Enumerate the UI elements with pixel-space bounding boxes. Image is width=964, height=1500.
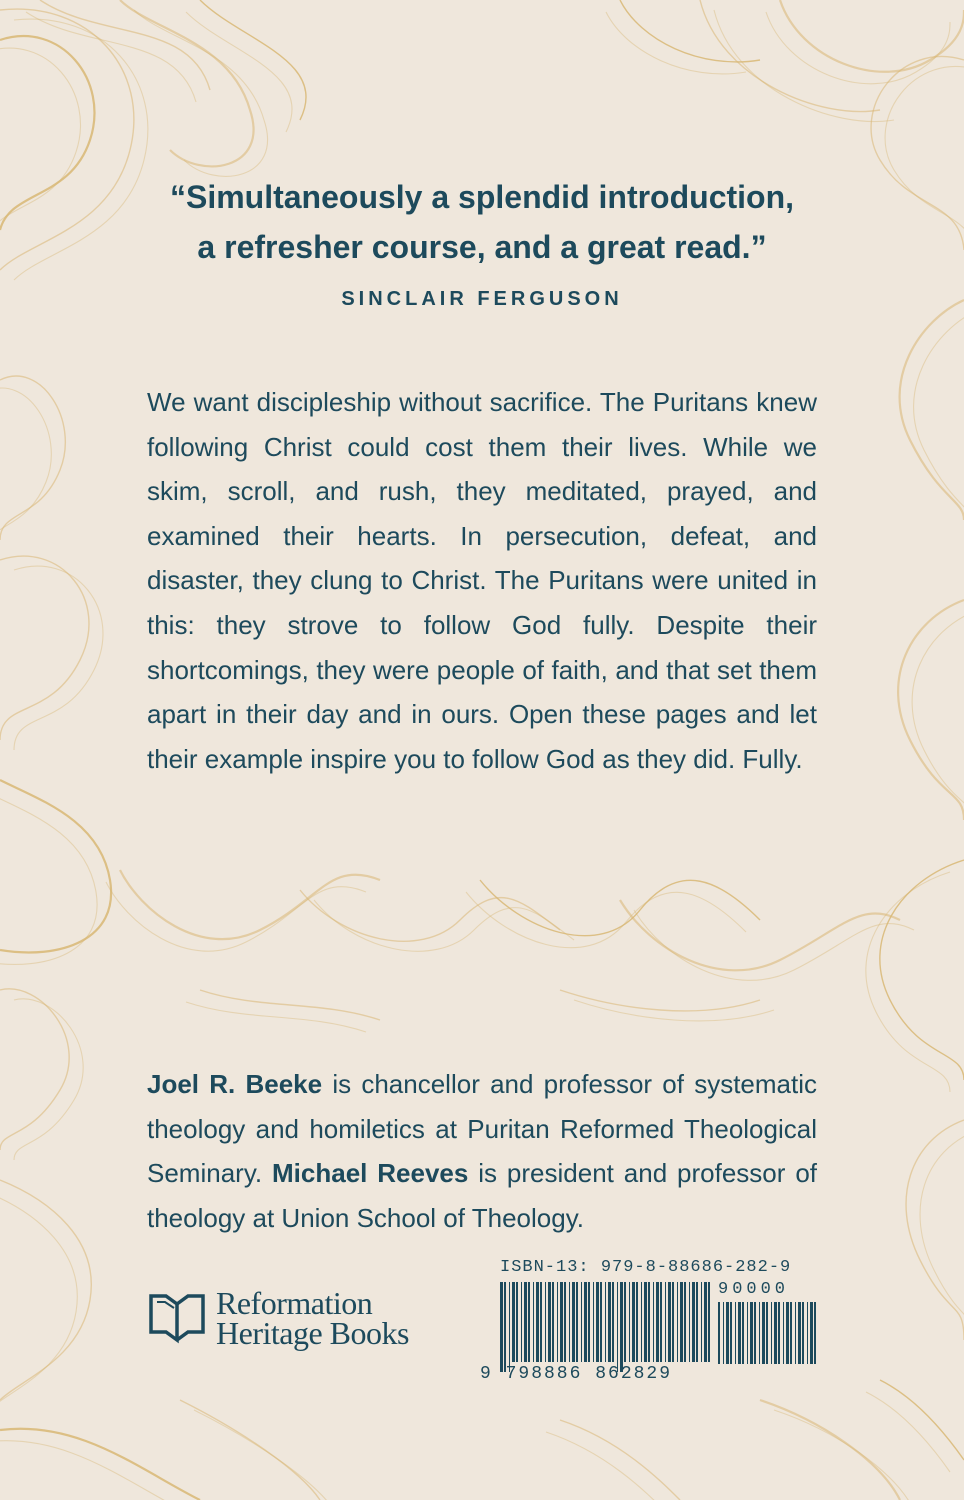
barcode-bar [572, 1282, 575, 1362]
author-name-beeke: Joel R. Beeke [147, 1069, 323, 1099]
barcode-bar [795, 1302, 796, 1364]
barcode-bar [576, 1282, 578, 1362]
author-bio-beeke: is chancellor and professor of systematic theology and homiletics at Puritan Reformed Theological Seminary. [147, 1069, 818, 1189]
barcode-bar [672, 1282, 674, 1362]
barcode-bar [656, 1282, 659, 1362]
price-addon-barcode-bars [718, 1302, 820, 1374]
barcode-bar [593, 1282, 594, 1362]
barcode-bar [504, 1282, 506, 1372]
barcode-bar [600, 1282, 602, 1362]
barcode-bar [759, 1302, 760, 1364]
author-bio [147, 1062, 817, 1240]
barcode-bar [786, 1302, 789, 1364]
endorsement-quote [120, 172, 844, 272]
barcode-bar [521, 1282, 522, 1362]
barcode-bar [620, 1282, 623, 1372]
barcode-bar [540, 1282, 542, 1362]
barcode-bar [629, 1282, 630, 1362]
barcode-bar [500, 1282, 503, 1372]
barcode-bar [608, 1282, 611, 1362]
barcode-bar [771, 1302, 772, 1364]
barcode-bar [718, 1302, 720, 1364]
price-code-label: 90000 [718, 1280, 790, 1299]
barcode-bar [560, 1282, 563, 1362]
barcode-bar [588, 1282, 590, 1362]
barcode-bar [742, 1302, 744, 1364]
barcode-bar [584, 1282, 587, 1362]
barcode-bar [612, 1282, 614, 1362]
barcode-bar [545, 1282, 546, 1362]
barcode-bar [596, 1282, 599, 1362]
barcode-bar [653, 1282, 654, 1362]
barcode-bar [783, 1302, 784, 1364]
author-name-reeves: Michael Reeves [272, 1158, 469, 1189]
quote-line-2: a refresher course, and a great read.” [197, 229, 767, 265]
publisher-name [216, 1285, 409, 1351]
isbn-label: ISBN-13: 979-8-88686-282-9 [500, 1258, 792, 1277]
barcode-bar [668, 1282, 671, 1362]
barcode-bar [692, 1282, 695, 1362]
barcode-bar [798, 1302, 801, 1364]
barcode-bar [648, 1282, 650, 1362]
ean-digits: 9 798886 862829 [480, 1364, 673, 1384]
barcode-bar [802, 1302, 804, 1364]
barcode-bar [665, 1282, 666, 1362]
barcode-bar [548, 1282, 551, 1362]
barcode-bar [754, 1302, 756, 1364]
barcode-bar [747, 1302, 748, 1364]
barcode-bar [569, 1282, 570, 1362]
barcode-bar [774, 1302, 777, 1364]
barcode-bar [536, 1282, 539, 1362]
barcode-bar [723, 1302, 724, 1364]
book-description: We want discipleship without sacrifice. The Puritans knew following Christ could cost them their lives. While we skim, scroll, and rush, they meditated, prayed, and examined their hearts. In persecution, defeat, and disaster, they clung to Christ. The Puritans were united in this: they strove to follow God fully. Despite their shortcomings, they were people of faith, and that set them apart in their day and in ours. Open these pages and let their example inspire you to follow God as they did. Fully. [147, 387, 817, 774]
barcode-bar [684, 1282, 686, 1362]
barcode-bar [524, 1282, 527, 1362]
barcode-bar [516, 1282, 518, 1362]
barcode-bar [696, 1282, 698, 1362]
barcode-bar [701, 1282, 702, 1362]
barcode-bar [810, 1302, 813, 1364]
barcode-bar [509, 1282, 510, 1372]
barcode-bar [708, 1282, 710, 1362]
barcode-bar [726, 1302, 729, 1364]
publisher-name-line-2: Heritage Books [216, 1315, 409, 1351]
author-bio-reeves: is president and professor of theology at Union School of Theology. [147, 1158, 818, 1233]
barcode-bar [689, 1282, 690, 1362]
ean-barcode-bars [500, 1282, 714, 1372]
barcode-bar [528, 1282, 530, 1362]
barcode-bar [730, 1302, 732, 1364]
barcode-bar [512, 1282, 515, 1362]
quote-attribution: SINCLAIR FERGUSON [341, 288, 623, 310]
publisher-name-line-1: Reformation [216, 1285, 373, 1321]
barcode-bar [762, 1302, 765, 1364]
barcode-bar [617, 1282, 618, 1372]
barcode-bar [564, 1282, 566, 1362]
barcode-bar [605, 1282, 606, 1362]
barcode-bar [644, 1282, 647, 1362]
barcode-bar [557, 1282, 558, 1362]
isbn-barcode [480, 1258, 822, 1388]
publisher-logo [148, 1286, 448, 1356]
barcode-bar [636, 1282, 638, 1362]
quote-line-1: “Simultaneously a splendid introduction, [169, 179, 795, 215]
barcode-bar [790, 1302, 792, 1364]
barcode-bar [552, 1282, 554, 1362]
barcode-bar [677, 1282, 678, 1362]
barcode-bar [766, 1302, 768, 1364]
barcode-bar [581, 1282, 582, 1362]
barcode-bar [738, 1302, 741, 1364]
barcode-bar [632, 1282, 635, 1362]
barcode-bar [778, 1302, 780, 1364]
barcode-bar [624, 1282, 626, 1362]
barcode-bar [680, 1282, 683, 1362]
barcode-bar [735, 1302, 736, 1364]
barcode-bar [814, 1302, 816, 1364]
open-book-icon [148, 1290, 206, 1344]
barcode-bar [641, 1282, 642, 1362]
barcode-bar [807, 1302, 808, 1364]
barcode-bar [533, 1282, 534, 1362]
barcode-bar [704, 1282, 707, 1362]
barcode-bar [750, 1302, 753, 1364]
barcode-bar [660, 1282, 662, 1362]
